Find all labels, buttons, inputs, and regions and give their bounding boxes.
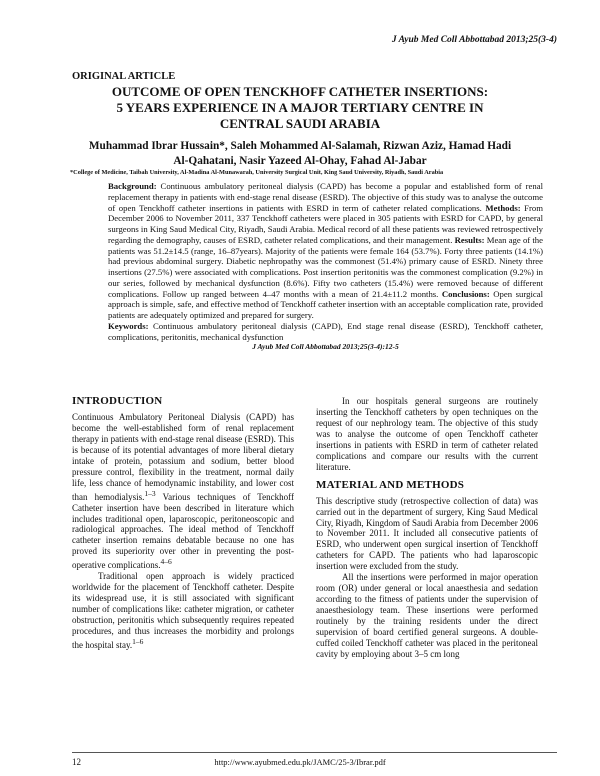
paragraph-text: Various techniques of Tenckhoff Catheter insertion have been described in literature which includes traditional open, laparoscopic, peritoneoscopic and radiological approaches. The ideal method of Tenckhoff catheter insertion remains debatable because no one has proved its superiority over other in preventing the post-operative complications.	[72, 491, 294, 571]
abstract	[108, 181, 543, 353]
paragraph-text: Continuous Ambulatory Peritoneal Dialysis (CAPD) has become the well-established form of renal replacement therapy in patients with end-stage renal disease (ESRD). This is because of its potential advantages of more liberal dietary intake of protein, potassium and sodium, better blood pressure control, flexibility in the treatment, normal daily life, less chance of hemodynamic instability, and lower cost than hemodialysis.	[72, 411, 294, 502]
citation-ref: 1–6	[132, 637, 144, 647]
keywords-text: Continuous ambulatory peritoneal dialysis (CAPD), End stage renal disease (ESRD), Tenckhoff catheter, complications, peritonitis, mechanical dysfunction	[108, 320, 543, 342]
abstract-body	[108, 181, 543, 321]
conclusions-label: Conclusions:	[438, 288, 490, 299]
footer-url: http://www.ayubmed.edu.pk/JAMC/25-3/Ibrar.pdf	[214, 757, 386, 767]
title-line: CENTRAL SAUDI ARABIA	[219, 116, 381, 131]
running-head: J Ayub Med Coll Abbottabad 2013;25(3-4)	[391, 35, 557, 45]
right-column	[316, 396, 538, 660]
methods-paragraph: This descriptive study (retrospective collection of data) was carried out in the department of surgery, King Saud Medical City, Riyadh, Kingdom of Saudi Arabia from December 2006 to November 2011. It included all consecutive patients of ESRD, who underwent open surgical insertion of Tenckhoff catheters for CAPD. The patients who had laparoscopic insertion were excluded from the study.	[316, 495, 538, 572]
background-label: Background:	[108, 181, 157, 191]
article-title	[60, 84, 540, 132]
left-column	[72, 396, 294, 651]
citation-ref: 1–3	[144, 488, 156, 498]
citation-ref: 4–6	[160, 557, 172, 567]
methods-paragraph: All the insertions were performed in major operation room (OR) under general or local anaesthesia and sedation according to the fitness of patients under the supervision of anaesthesiology team. These insertions were performed routinely by the training residents under the direct supervision of board certified general surgeons. A double- cuffed coiled Tenckhoff catheter was placed in the peritoneal cavity by employing about 3–5 cm long	[316, 572, 538, 659]
paragraph-text: Traditional open approach is widely practiced worldwide for the placement of Tenckhoff catheter. Despite its widespread use, it is still associated with significant number of complications like: catheter migration, or catheter obstruction, peritonitis which subsequently requires repeated procedures, and thus increases the morbidity and prolongs the hospital stay.	[72, 571, 294, 651]
results-label: Results:	[452, 234, 485, 245]
title-line: OUTCOME OF OPEN TENCKHOFF CATHETER INSERTIONS:	[111, 84, 489, 99]
results-text: Mean age of the patients was 51.2±14.5 (range, 16–87years). Majority of the patients were female 164 (53.7%). Forty three patients (14.1%) had previous abdominal surgery. Diabetic nephropathy was the commonest (51.4%) primary cause of ESRD. Ninety three insertions (27.5%) were associated with complications. Post insertion peritonitis was the commonest complication (9.2%) in our series, followed by mechanical dysfunction (8.6%). Fifty two catheters (15.4%) were removed because of different complications. Follow up ranged between 4–47 months with a mean of 21.4±11.2 months.	[108, 234, 543, 299]
introduction-paragraph: In our hospitals general surgeons are routinely inserting the Tenckhoff catheters by open techniques on the request of our nephrology team. The objective of this study was to analyse the outcome of open Tenckhoff catheter insertions in patients with ESRD in term of catheter related complications and compare our results with the current literature.	[316, 396, 538, 472]
abstract-citation: J Ayub Med Coll Abbottabad 2013;25(3-4):12-5	[252, 342, 399, 352]
introduction-paragraph	[72, 412, 294, 571]
keywords	[108, 321, 543, 343]
keywords-label: Keywords:	[108, 320, 149, 331]
author-line: Al-Qahatani, Nasir Yazeed Al-Ohay, Fahad Al-Jabar	[173, 155, 427, 167]
background-text: Continuous ambulatory peritoneal dialysis (CAPD) has become a popular and established form of renal replacement therapy in patients with end-stage renal disease (ESRD). The objective of this study was to analyse the outcome of open Tenckhoff catheter insertions in patients with ESRD in term of catheter related complications.	[108, 181, 543, 213]
methods-text: From December 2006 to November 2011, 337 Tenckhoff catheters were placed in 305 patients with ESRD for CAPD, by general surgeons in King Saud Medical City, Riyadh, Saudi Arabia. Medical record of all these patients was reviewed retrospectively regarding the demography, causes of ESRD, catheter related complications, and their management.	[108, 202, 544, 245]
title-line: 5 YEARS EXPERIENCE IN A MAJOR TERTIARY CENTRE IN	[116, 100, 484, 115]
affiliation: *College of Medicine, Taibah University, Al-Madina Al-Munawarah, University Surgical Unit, King Saud University, Riyadh, Saudi Arabia	[70, 169, 444, 176]
author-list	[60, 139, 540, 169]
author-line: Muhammad Ibrar Hussain*, Saleh Mohammed Al-Salamah, Rizwan Aziz, Hamad Hadi	[88, 140, 512, 152]
methods-label: Methods:	[481, 202, 521, 213]
conclusions-text: Open surgical approach is simple, safe, and effective method of Tenckhoff catheter insertion with an acceptable complication rate, provided patients are adequately optimized and prepared for surgery.	[108, 288, 543, 320]
page-number: 12	[72, 757, 81, 767]
introduction-heading: INTRODUCTION	[72, 395, 163, 407]
methods-heading: MATERIAL AND METHODS	[316, 478, 465, 491]
article-type: ORIGINAL ARTICLE	[72, 71, 176, 82]
footer-divider	[72, 752, 557, 753]
introduction-paragraph	[72, 571, 294, 651]
